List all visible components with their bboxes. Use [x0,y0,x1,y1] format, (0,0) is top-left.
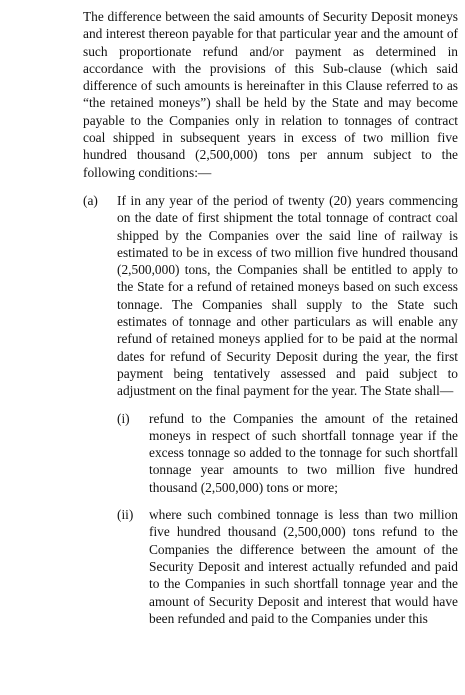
item-a-label: (a) [83,192,98,208]
clause-item-a [83,192,458,627]
subclause-item-i [117,410,458,496]
subitem-ii-label: (ii) [117,507,134,523]
subitem-i-label: (i) [117,410,130,426]
intro-paragraph: The difference between the said amounts of Security Deposit moneys and interest thereon payable for that particular year and the amount of such proportionate refund and/or payment as determined in accordance with the provisions of this Sub-clause (which said difference of such amounts is hereinafter in this Clause referred to as “the retained moneys”) shall be held by the State and may become payable to the Companies only in relation to tonnages of contract coal shipped in subsequent years in excess of two million five hundred thousand (2,500,000) tons per annum subject to the following conditions:— [83,9,458,180]
subitem-ii-text: where such combined tonnage is less than two million five hundred thousand (2,500,000) tons refund to the Companies the difference between the amount of the Security Deposit and interest actually refunded and paid to the Companies in such shortfall tonnage year and the amount of Security Deposit and interest that would have been refunded and paid to the Companies under this [149,507,458,626]
subclause-item-ii [117,506,458,627]
item-a-text: If in any year of the period of twenty (20) years commencing on the date of first shipment the total tonnage of contract coal shipped by the Companies over the said line of railway is estimated to be in excess of two million five hundred thousand (2,500,000) tons, the Companies shall be entitled to apply to the State for a refund of retained moneys based on such excess tonnage. The Companies shall supply to the State such estimates of tonnage and other particulars as will enable any refund of retained moneys applied for to be paid at the normal dates for refund of Security Deposit during the year, the first payment being tentatively assessed and paid subject to adjustment on the final payment for the year. The State shall— [117,192,458,399]
document-page [83,8,458,627]
subitem-i-text: refund to the Companies the amount of the retained moneys in respect of such shortfall tonnage year if the excess tonnage so added to the tonnage for such shortfall tonnage year amounts to two million five hundred thousand (2,500,000) tons or more; [149,410,458,495]
